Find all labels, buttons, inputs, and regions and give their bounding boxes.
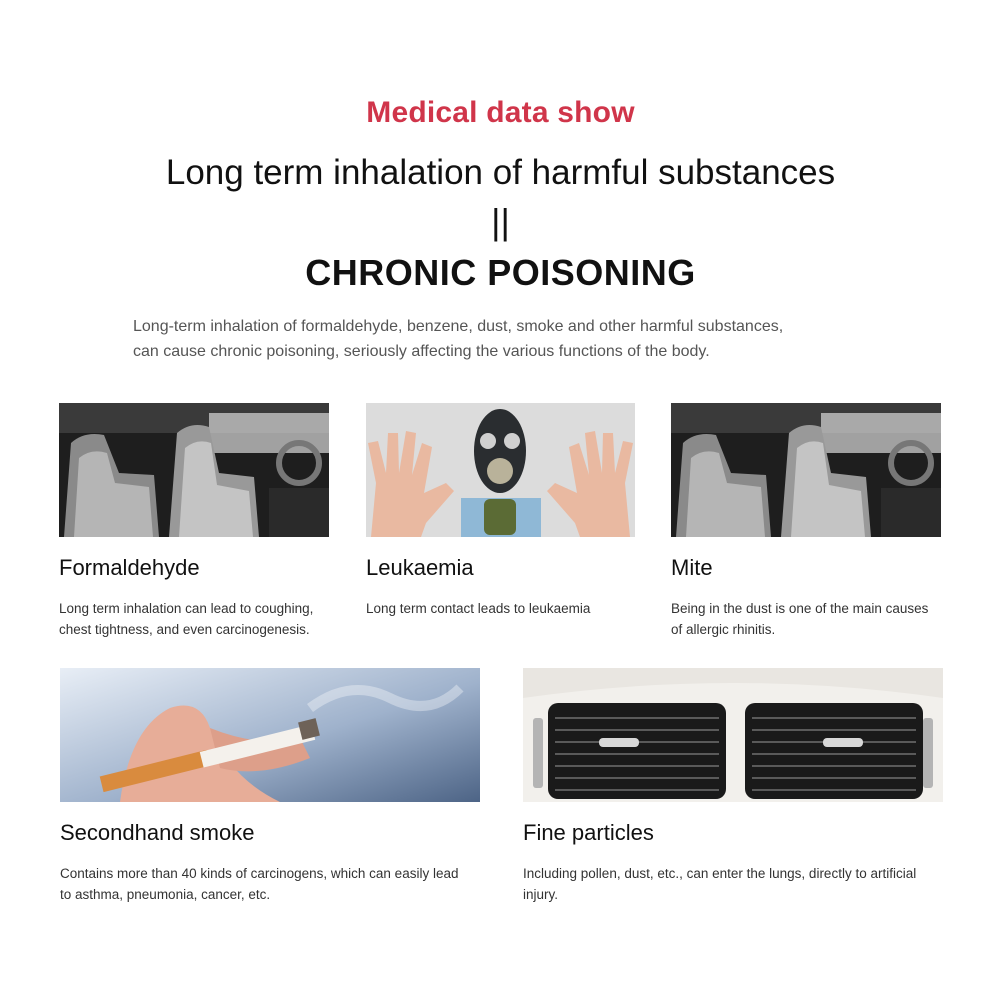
card-description <box>59 598 349 640</box>
eyebrow-heading: Medical data show <box>366 96 635 129</box>
card-text-line: to asthma, pneumonia, cancer, etc. <box>60 887 271 902</box>
gas-mask-photo <box>366 403 635 537</box>
car-interior-photo <box>671 403 941 537</box>
card-description <box>671 598 971 640</box>
card-title: Formaldehyde <box>59 555 200 580</box>
card-title: Leukaemia <box>366 555 474 580</box>
subheading: Long term inhalation of harmful substances <box>165 153 836 192</box>
card-text-line: Long term inhalation can lead to coughing, <box>59 601 314 616</box>
intro-line: can cause chronic poisoning, seriously affecting the various functions of the body. <box>133 343 710 360</box>
card-text-line: Including pollen, dust, etc., can enter the lungs, directly to artificial <box>523 866 917 881</box>
card-title: Secondhand smoke <box>60 820 255 845</box>
card-text-line: Long term contact leads to leukaemia <box>366 601 591 616</box>
cigarette-photo <box>60 668 480 802</box>
card-title: Mite <box>671 555 713 580</box>
card-description <box>523 863 963 905</box>
card-description <box>366 598 656 619</box>
card-text-line: chest tightness, and even carcinogenesis. <box>59 622 310 637</box>
intro-paragraph <box>133 314 893 364</box>
card-text-line: Being in the dust is one of the main causes <box>671 601 929 616</box>
card-text-line: of allergic rhinitis. <box>671 622 776 637</box>
card-description <box>60 863 500 905</box>
equals-divider: || <box>491 201 510 242</box>
air-vent-photo <box>523 668 943 802</box>
intro-line: Long-term inhalation of formaldehyde, benzene, dust, smoke and other harmful substances, <box>133 318 784 335</box>
car-interior-photo <box>59 403 329 537</box>
card-text-line: injury. <box>523 887 559 902</box>
card-text-line: Contains more than 40 kinds of carcinogens, which can easily lead <box>60 866 459 881</box>
page-title: CHRONIC POISONING <box>305 252 696 293</box>
card-title: Fine particles <box>523 820 654 845</box>
